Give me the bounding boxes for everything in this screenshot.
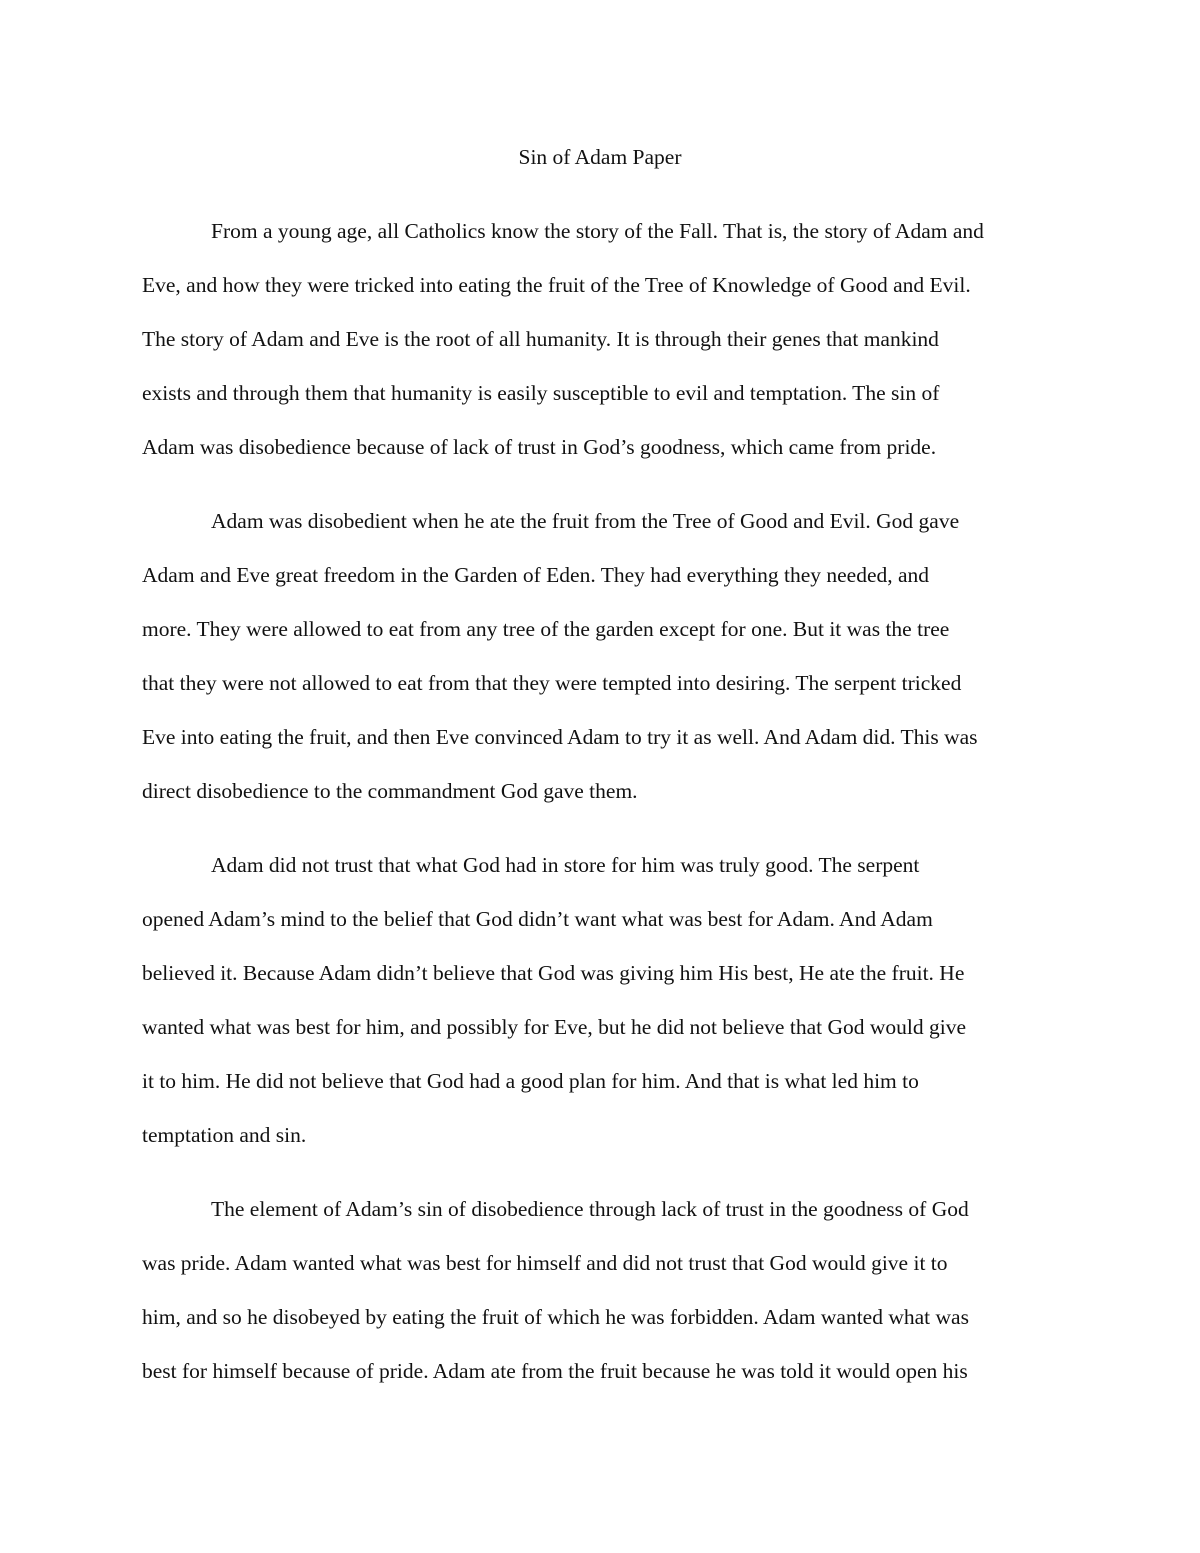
paragraph-2-line-5: Eve into eating the fruit, and then Eve convinced Adam to try it as well. And Adam did. This was (142, 725, 978, 749)
paragraph-3-line-4: wanted what was best for him, and possibly for Eve, but he did not believe that God would give (142, 1015, 967, 1039)
paragraph-2-line-6: direct disobedience to the commandment God gave them. (142, 779, 638, 803)
paragraph-4-line-3: him, and so he disobeyed by eating the fruit of which he was forbidden. Adam wanted what was (142, 1305, 969, 1329)
paragraph-2-line-1: Adam was disobedient when he ate the fruit from the Tree of Good and Evil. God gave (211, 509, 960, 533)
paragraph-1-line-1: From a young age, all Catholics know the story of the Fall. That is, the story of Adam and (211, 219, 984, 243)
paragraph-3-line-3: believed it. Because Adam didn’t believe that God was giving him His best, He ate the fruit. He (142, 961, 965, 985)
paragraph-3-line-6: temptation and sin. (142, 1123, 307, 1147)
paragraph-4-line-2: was pride. Adam wanted what was best for himself and did not trust that God would give it to (142, 1251, 948, 1275)
paragraph-1-line-5: Adam was disobedience because of lack of trust in God’s goodness, which came from pride. (142, 435, 937, 459)
paragraph-4-line-4: best for himself because of pride. Adam ate from the fruit because he was told it would open his (142, 1359, 968, 1383)
paragraph-3-line-1: Adam did not trust that what God had in store for him was truly good. The serpent (211, 853, 920, 877)
paragraph-1-line-3: The story of Adam and Eve is the root of all humanity. It is through their genes that mankind (142, 327, 939, 351)
paragraph-4-line-1: The element of Adam’s sin of disobedience through lack of trust in the goodness of God (211, 1197, 969, 1221)
paragraph-1-line-4: exists and through them that humanity is easily susceptible to evil and temptation. The sin of (142, 381, 940, 405)
paragraph-2-line-2: Adam and Eve great freedom in the Garden of Eden. They had everything they needed, and (142, 563, 930, 587)
paragraph-1-line-2: Eve, and how they were tricked into eating the fruit of the Tree of Knowledge of Good and Evil. (142, 273, 971, 297)
paragraph-3-line-2: opened Adam’s mind to the belief that God didn’t want what was best for Adam. And Adam (142, 907, 933, 931)
paragraph-2-line-3: more. They were allowed to eat from any tree of the garden except for one. But it was the tree (142, 617, 950, 641)
paragraph-3-line-5: it to him. He did not believe that God had a good plan for him. And that is what led him to (142, 1069, 919, 1093)
paragraph-2-line-4: that they were not allowed to eat from that they were tempted into desiring. The serpent tricked (142, 671, 962, 695)
document-title: Sin of Adam Paper (518, 145, 682, 169)
